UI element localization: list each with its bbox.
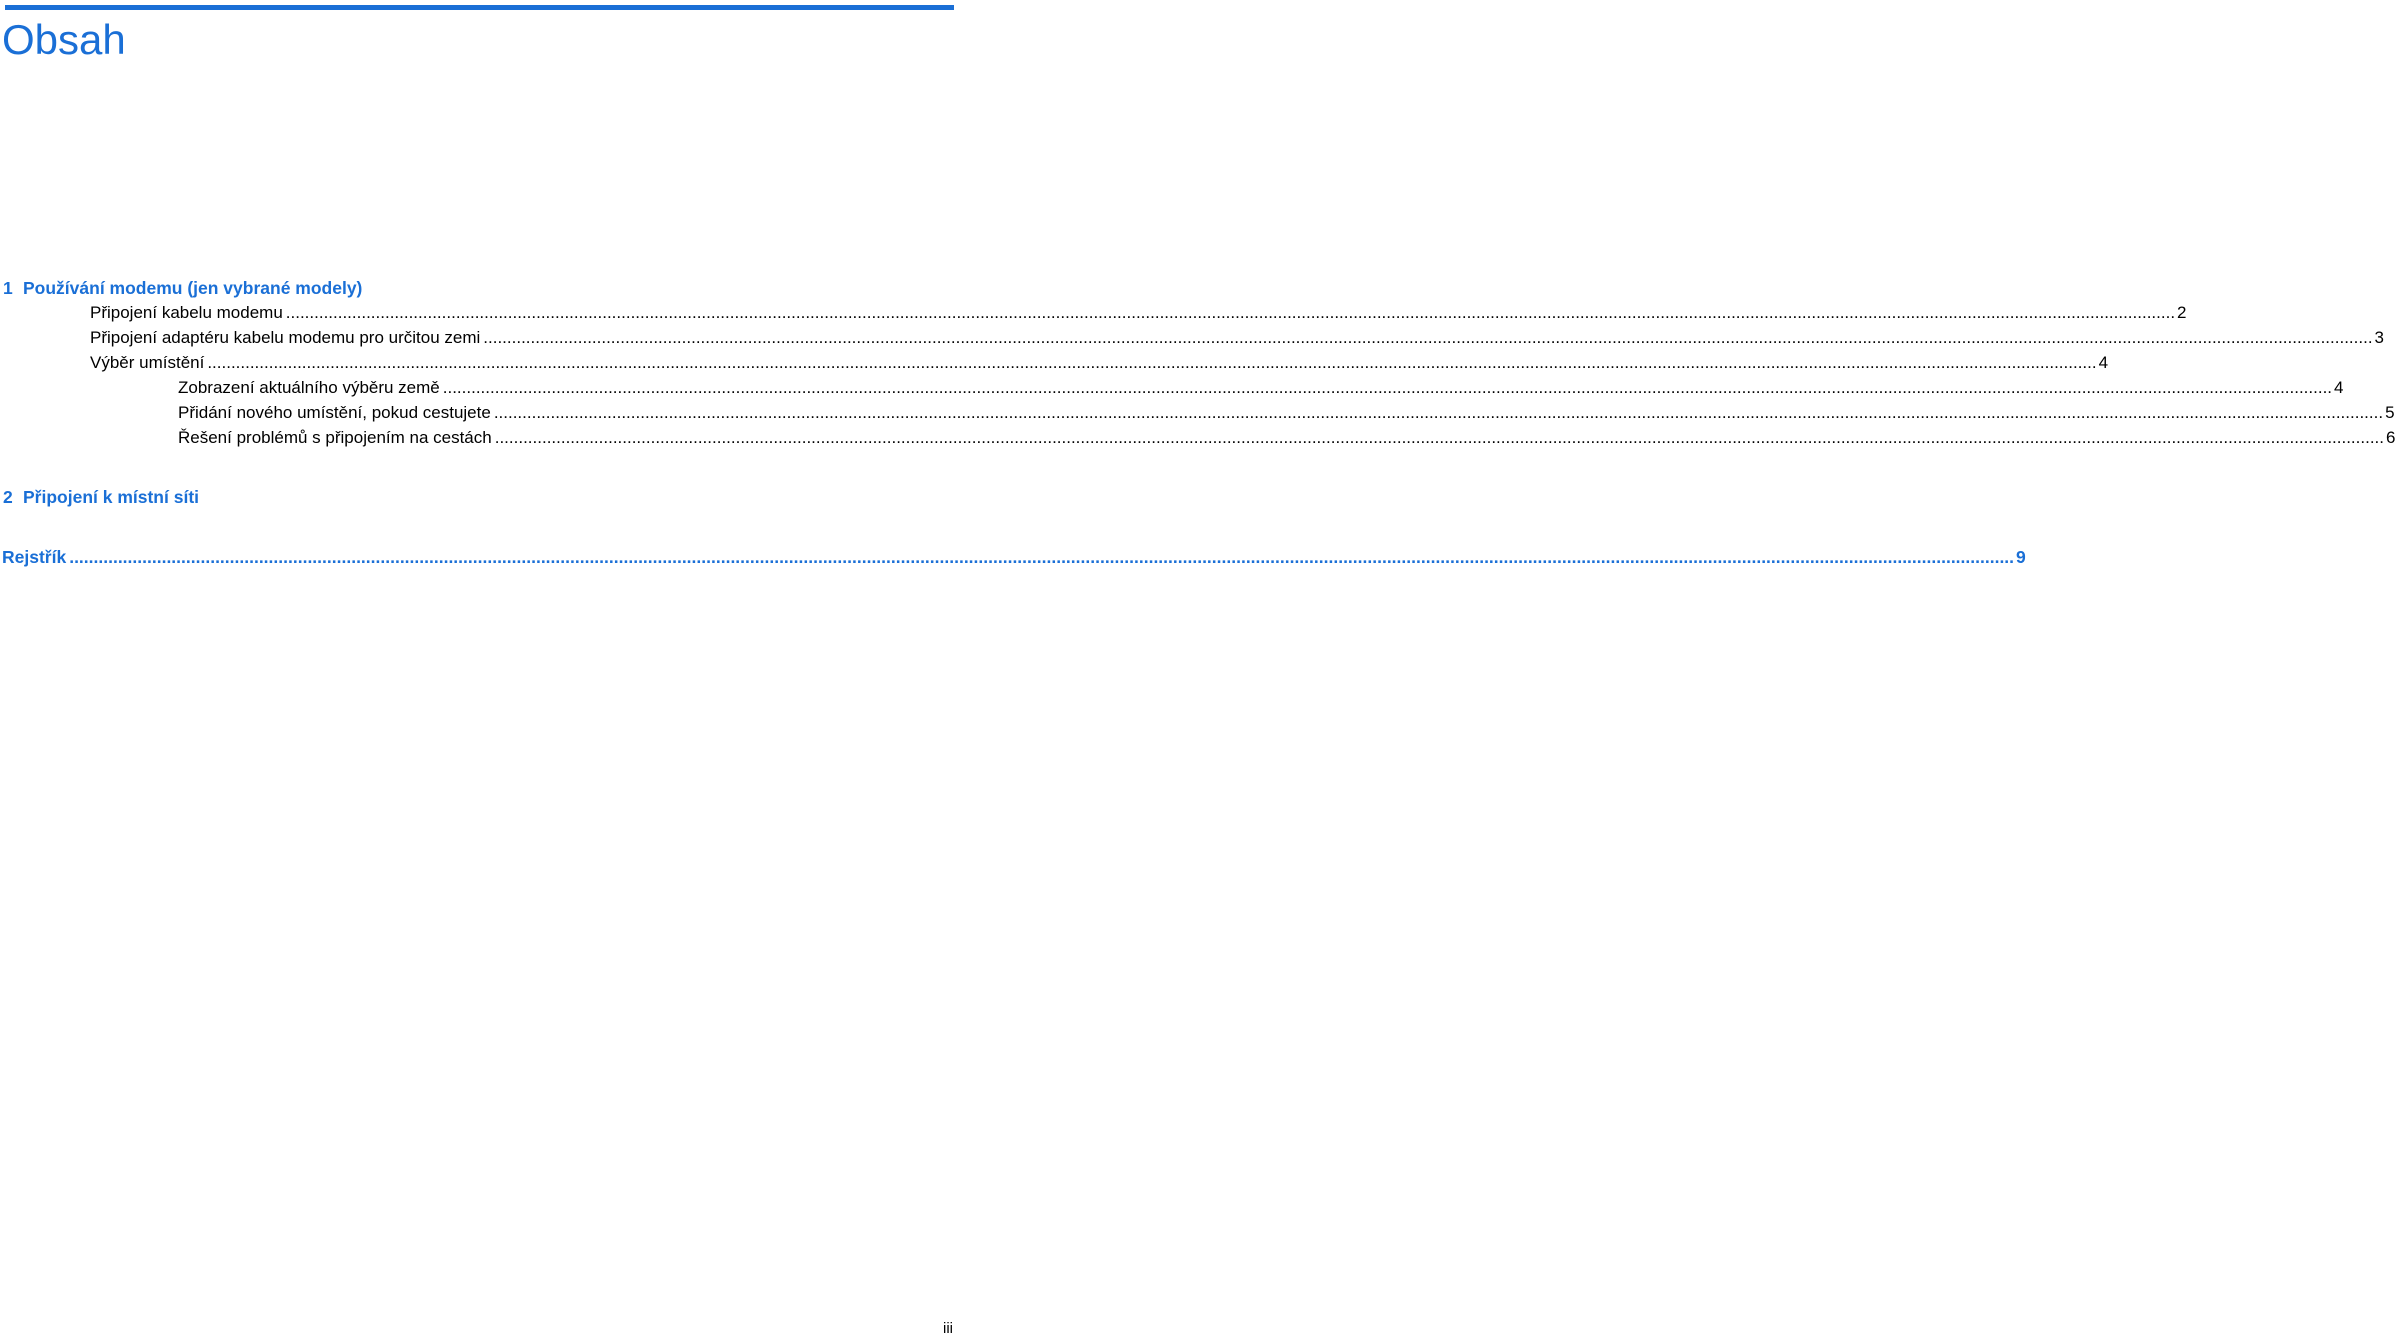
chapter-title: Používání modemu (jen vybrané modely) bbox=[23, 278, 363, 298]
toc-entry[interactable] bbox=[90, 352, 2109, 374]
toc-entry[interactable] bbox=[178, 402, 2395, 424]
index-label: Rejstřík bbox=[2, 547, 67, 567]
index-page: 9 bbox=[2016, 547, 2026, 567]
toc-chapter-heading[interactable] bbox=[3, 277, 362, 299]
chapter-number: 1 bbox=[3, 278, 13, 298]
chapter-number: 2 bbox=[3, 487, 13, 507]
toc-entry-label: Řešení problémů s připojením na cestách bbox=[178, 428, 492, 447]
dot-leader: ................................................................................................................................................................................................................................................................................................................................................................................................................ bbox=[69, 547, 2015, 567]
toc-entry-page: 4 bbox=[2334, 378, 2344, 397]
dot-leader: ................................................................................................................................................................................................................................................................................................................................................................................................................ bbox=[483, 328, 2373, 347]
toc-chapter-heading[interactable] bbox=[3, 486, 199, 508]
toc-entry-page: 2 bbox=[2177, 303, 2187, 322]
dot-leader: ................................................................................................................................................................................................................................................................................................................................................................................................................ bbox=[285, 303, 2176, 322]
toc-entry-page: 4 bbox=[2098, 353, 2109, 372]
toc-entry-page: 3 bbox=[2374, 328, 2385, 347]
dot-leader: ................................................................................................................................................................................................................................................................................................................................................................................................................ bbox=[207, 353, 2097, 372]
toc-entry-label: Připojení adaptéru kabelu modemu pro určitou zemi bbox=[90, 328, 481, 347]
toc-entry[interactable] bbox=[178, 427, 2395, 449]
toc-entry-label: Výběr umístění bbox=[90, 353, 205, 372]
toc-entry-page: 6 bbox=[2386, 428, 2395, 447]
toc-entry-page: 5 bbox=[2385, 403, 2395, 422]
dot-leader: ................................................................................................................................................................................................................................................................................................................................................................................................................ bbox=[494, 428, 2384, 447]
toc-entry[interactable] bbox=[178, 377, 2344, 399]
toc-entry-label: Zobrazení aktuálního výběru země bbox=[178, 378, 440, 397]
dot-leader: ................................................................................................................................................................................................................................................................................................................................................................................................................ bbox=[442, 378, 2333, 397]
toc-entry[interactable] bbox=[90, 327, 2385, 349]
toc-entry-label: Přidání nového umístění, pokud cestujete bbox=[178, 403, 491, 422]
toc-index-entry[interactable] bbox=[2, 546, 2026, 568]
toc-entry-label: Připojení kabelu modemu bbox=[90, 303, 283, 322]
toc-entry[interactable] bbox=[90, 302, 2187, 324]
header-rule bbox=[5, 5, 954, 10]
chapter-title: Připojení k místní síti bbox=[23, 487, 200, 507]
page-number: iii bbox=[943, 1320, 953, 1337]
page-title: Obsah bbox=[2, 16, 126, 63]
dot-leader: ................................................................................................................................................................................................................................................................................................................................................................................................................ bbox=[493, 403, 2384, 422]
